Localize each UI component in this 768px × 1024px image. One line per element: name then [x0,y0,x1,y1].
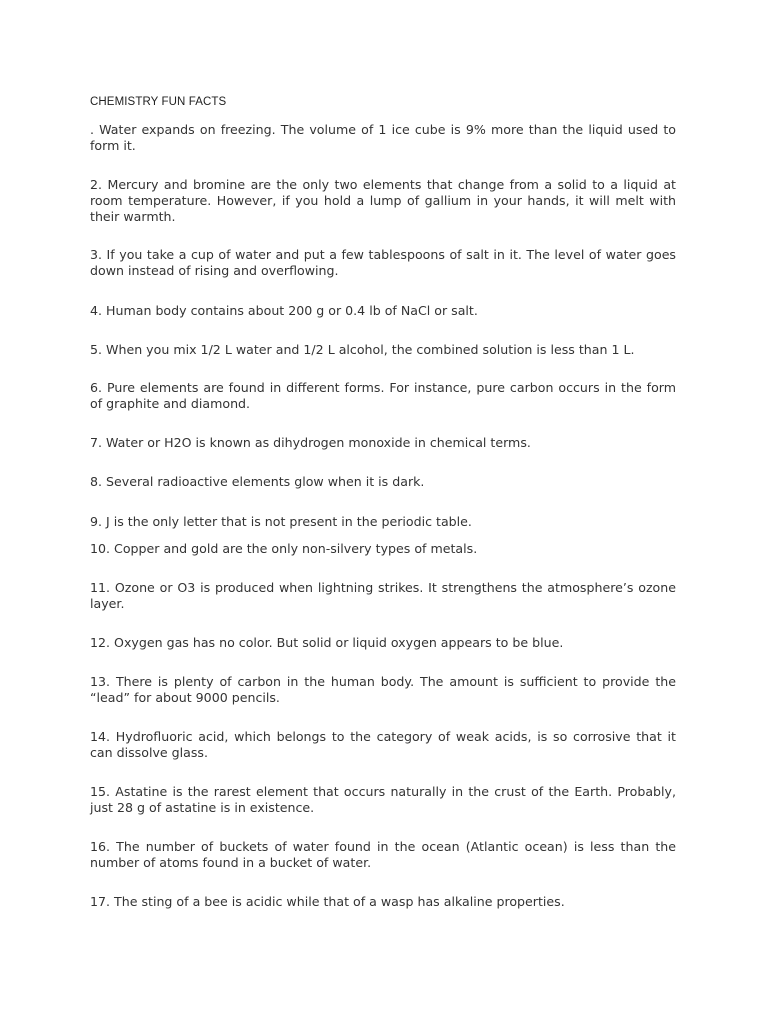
fact-17: 17. The sting of a bee is acidic while that of a wasp has alkaline properties. [90,894,565,909]
fact-9: 9. J is the only letter that is not present in the periodic table. [90,514,472,529]
fact-2: 2. Mercury and bromine are the only two elements that change from a solid to a liquid at room temperature. However, if you hold a lump of gallium in your hands, it will melt with their warmth. [90,177,676,224]
fact-15: 15. Astatine is the rarest element that occurs naturally in the crust of the Earth. Probably, just 28 g of astatine is in existence. [90,784,676,815]
fact-7: 7. Water or H2O is known as dihydrogen monoxide in chemical terms. [90,435,531,450]
fact-16: 16. The number of buckets of water found in the ocean (Atlantic ocean) is less than the number of atoms found in a bucket of water. [90,839,676,870]
fact-11: 11. Ozone or O3 is produced when lightning strikes. It strengthens the atmosphere’s ozone layer. [90,580,676,611]
fact-13: 13. There is plenty of carbon in the human body. The amount is sufficient to provide the “lead” for about 9000 pencils. [90,674,676,705]
fact-1: . Water expands on freezing. The volume of 1 ice cube is 9% more than the liquid used to form it. [90,122,676,153]
fact-10: 10. Copper and gold are the only non-silvery types of metals. [90,541,478,556]
fact-4: 4. Human body contains about 200 g or 0.4 lb of NaCl or salt. [90,303,478,318]
document-title: CHEMISTRY FUN FACTS [90,96,227,108]
fact-8: 8. Several radioactive elements glow when it is dark. [90,474,425,489]
fact-3: 3. If you take a cup of water and put a few tablespoons of salt in it. The level of water goes down instead of rising and overflowing. [90,247,676,278]
fact-5: 5. When you mix 1/2 L water and 1/2 L alcohol, the combined solution is less than 1 L. [90,342,635,357]
fact-6: 6. Pure elements are found in different forms. For instance, pure carbon occurs in the form of graphite and diamond. [90,380,676,411]
fact-14: 14. Hydrofluoric acid, which belongs to the category of weak acids, is so corrosive that it can dissolve glass. [90,729,676,760]
fact-12: 12. Oxygen gas has no color. But solid or liquid oxygen appears to be blue. [90,635,564,650]
